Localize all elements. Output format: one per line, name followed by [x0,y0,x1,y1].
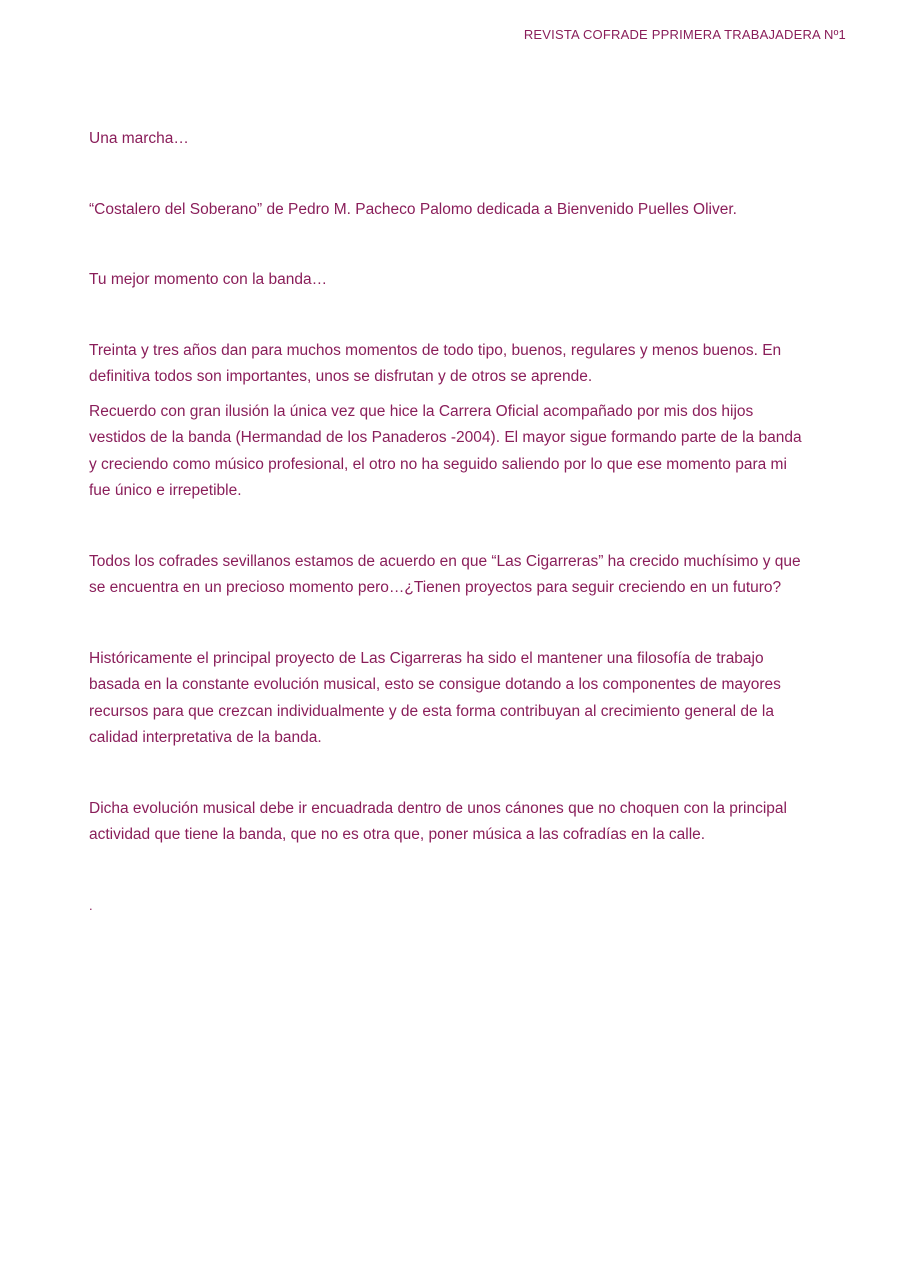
question-2: Tu mejor momento con la banda… [89,271,328,288]
trailing-period: . [89,897,93,913]
running-header: REVISTA COFRADE PPRIMERA TRABAJADERA Nº1 [523,27,846,42]
article-body [89,126,804,919]
answer-2-paragraph-2: Recuerdo con gran ilusión la única vez que hice la Carrera Oficial acompañado por mis dos hijos vestidos de la banda (Hermandad de los Panaderos -2004). El mayor sigue formando parte de la banda y creciendo como músico profesional, el otro no ha seguido saliendo por lo que ese momento para mi fue único e irrepetible. [89,402,802,499]
question-1: Una marcha… [89,130,189,147]
question-3: Todos los cofrades sevillanos estamos de acuerdo en que “Las Cigarreras” ha crecido muchísimo y que se encuentra en un precioso momento pero…¿Tienen proyectos para seguir creciendo en un futuro? [89,552,801,596]
answer-1: “Costalero del Soberano” de Pedro M. Pacheco Palomo dedicada a Bienvenido Puelles Oliver. [89,200,737,218]
answer-2-paragraph-1: Treinta y tres años dan para muchos momentos de todo tipo, buenos, regulares y menos buenos. En definitiva todos son importantes, unos se disfrutan y de otros se aprende. [89,341,782,385]
answer-3-paragraph-2: Dicha evolución musical debe ir encuadrada dentro de unos cánones que no choquen con la principal actividad que tiene la banda, que no es otra que, poner música a las cofradías en la calle. [89,799,787,843]
answer-3-paragraph-1: Históricamente el principal proyecto de Las Cigarreras ha sido el mantener una filosofía de trabajo basada en la constante evolución musical, esto se consigue dotando a los componentes de mayores recursos para que crezcan individualmente y de esta forma contribuyan al crecimiento general de la calidad interpretativa de la banda. [89,649,781,746]
